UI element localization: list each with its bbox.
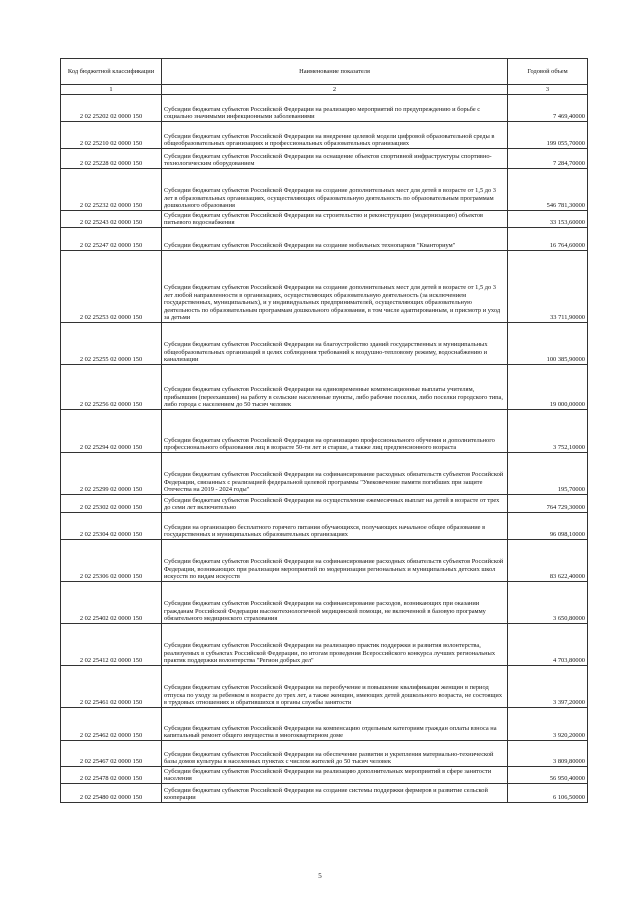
cell-code: 2 02 25228 02 0000 150 <box>61 149 162 169</box>
table-body <box>61 95 588 803</box>
cell-code: 2 02 25302 02 0000 150 <box>61 495 162 513</box>
cell-volume: 3 752,10000 <box>508 410 588 453</box>
cell-volume: 3 650,80000 <box>508 582 588 624</box>
column-number-row <box>61 85 588 95</box>
cell-volume: 3 397,20000 <box>508 666 588 708</box>
table-row <box>61 666 588 708</box>
cell-code: 2 02 25255 02 0000 150 <box>61 323 162 365</box>
cell-volume: 33 153,60000 <box>508 211 588 228</box>
cell-name: Субсидии бюджетам субъектов Российской Федерации на создание системы поддержки фермеров и развитие сельской кооперации <box>162 784 508 803</box>
table-row <box>61 211 588 228</box>
cell-name: Субсидии бюджетам субъектов Российской Федерации на строительство и реконструкцию (модернизацию) объектов питьевого водоснабжения <box>162 211 508 228</box>
cell-volume: 19 000,00000 <box>508 365 588 410</box>
column-number: 2 <box>162 85 508 95</box>
table-row <box>61 323 588 365</box>
header-name: Наименование показателя <box>162 59 508 85</box>
cell-volume: 33 711,90000 <box>508 251 588 323</box>
page-number: 5 <box>318 872 322 880</box>
table-row <box>61 453 588 495</box>
cell-code: 2 02 25461 02 0000 150 <box>61 666 162 708</box>
cell-code: 2 02 25256 02 0000 150 <box>61 365 162 410</box>
cell-volume: 3 920,20000 <box>508 708 588 741</box>
cell-volume: 16 764,60000 <box>508 228 588 251</box>
cell-name: Субсидии бюджетам субъектов Российской Федерации на оснащение объектов спортивной инфраструктуры спортивно-технологическим оборудованием <box>162 149 508 169</box>
cell-volume: 7 284,70000 <box>508 149 588 169</box>
cell-volume: 195,70000 <box>508 453 588 495</box>
table-row <box>61 708 588 741</box>
cell-code: 2 02 25462 02 0000 150 <box>61 708 162 741</box>
table-row <box>61 741 588 767</box>
cell-code: 2 02 25243 02 0000 150 <box>61 211 162 228</box>
column-number: 1 <box>61 85 162 95</box>
cell-volume: 7 469,40000 <box>508 95 588 122</box>
cell-volume: 56 950,40000 <box>508 767 588 784</box>
table-row <box>61 540 588 582</box>
cell-name: Субсидии бюджетам субъектов Российской Федерации на реализацию практик поддержки и развития волонтерства, реализуемых в субъектах Российской Федерации, по итогам проведения Всероссийского конкурса лучших региональных практик поддержки волонтерства "Регион добрых дел" <box>162 624 508 666</box>
cell-name: Субсидии бюджетам субъектов Российской Федерации на софинансирование расходных обязательств субъектов Российской Федерации, возникающих при реализации мероприятий по модернизации региональных и муниципальных детских школ искусств по видам искусств <box>162 540 508 582</box>
cell-code: 2 02 25294 02 0000 150 <box>61 410 162 453</box>
cell-name: Субсидии бюджетам субъектов Российской Федерации на внедрение целевой модели цифровой образовательной среды в общеобразовательных организациях и профессиональных образовательных организациях <box>162 122 508 149</box>
cell-code: 2 02 25232 02 0000 150 <box>61 169 162 211</box>
table-row <box>61 251 588 323</box>
cell-volume: 96 098,10000 <box>508 513 588 540</box>
table-row <box>61 624 588 666</box>
cell-code: 2 02 25412 02 0000 150 <box>61 624 162 666</box>
cell-name: Субсидии бюджетам субъектов Российской Федерации на реализацию мероприятий по предупреждению и борьбе с социально значимыми инфекционными заболеваниями <box>162 95 508 122</box>
table-row <box>61 228 588 251</box>
table-row <box>61 95 588 122</box>
cell-code: 2 02 25299 02 0000 150 <box>61 453 162 495</box>
cell-name: Субсидии бюджетам субъектов Российской Федерации на единовременные компенсационные выплаты учителям, прибывшим (переехавшим) на работу в сельские населенные пункты, либо рабочие поселки, либо поселки городского типа, либо города с населением до 50 тысяч человек <box>162 365 508 410</box>
table-row <box>61 582 588 624</box>
cell-volume: 100 385,90000 <box>508 323 588 365</box>
cell-code: 2 02 25467 02 0000 150 <box>61 741 162 767</box>
cell-name: Субсидии бюджетам субъектов Российской Федерации на переобучение и повышение квалификации женщин в период отпуска по уходу за ребенком в возрасте до трех лет, а также женщин, имеющих детей дошкольного возраста, не состоящих в трудовых отношениях и обратившихся в органы службы занятости <box>162 666 508 708</box>
cell-name: Субсидии бюджетам субъектов Российской Федерации на реализацию дополнительных мероприятий в сфере занятости населения <box>162 767 508 784</box>
cell-volume: 3 809,80000 <box>508 741 588 767</box>
cell-volume: 83 622,40000 <box>508 540 588 582</box>
cell-name: Субсидии бюджетам субъектов Российской Федерации на софинансирование расходных обязательств субъектов Российской Федерации, связанных с реализацией федеральной целевой программы "Увековечение памяти погибших при защите Отечества на 2019 - 2024 годы" <box>162 453 508 495</box>
cell-name: Субсидии бюджетам субъектов Российской Федерации на создание дополнительных мест для детей в возрасте от 1,5 до 3 лет любой направленности в организациях, осуществляющих образовательную деятельность (за исключением государственных, муниципальных), и у индивидуальных предпринимателей, осуществляющих образовательную деятельность по образовательным программам дошкольного образования, в том числе адаптированным, и присмотр и уход за детьми <box>162 251 508 323</box>
cell-code: 2 02 25304 02 0000 150 <box>61 513 162 540</box>
cell-code: 2 02 25202 02 0000 150 <box>61 95 162 122</box>
header-row <box>61 59 588 85</box>
cell-volume: 4 703,80000 <box>508 624 588 666</box>
cell-name: Субсидии бюджетам субъектов Российской Федерации на благоустройство зданий государственных и муниципальных общеобразовательных организаций в целях соблюдения требований к воздушно-тепловому режиму, водоснабжению и канализации <box>162 323 508 365</box>
table-row <box>61 410 588 453</box>
cell-name: Субсидии бюджетам субъектов Российской Федерации на создание дополнительных мест для детей в возрасте от 1,5 до 3 лет в образовательных организациях, осуществляющих образовательную деятельность по образовательным программам дошкольного образования <box>162 169 508 211</box>
cell-volume: 6 106,50000 <box>508 784 588 803</box>
table-row <box>61 784 588 803</box>
cell-name: Субсидии бюджетам субъектов Российской Федерации на организацию профессионального обучения и дополнительного профессионального образования лиц в возрасте 50-ти лет и старше, а также лиц предпенсионного возраста <box>162 410 508 453</box>
table-row <box>61 365 588 410</box>
table-row <box>61 169 588 211</box>
cell-code: 2 02 25480 02 0000 150 <box>61 784 162 803</box>
cell-name: Субсидии бюджетам субъектов Российской Федерации на софинансирование расходов, возникающих при оказании гражданам Российской Федерации высокотехнологичной медицинской помощи, не включенной в базовую программу обязательного медицинского страхования <box>162 582 508 624</box>
document-page <box>60 58 587 803</box>
budget-table <box>60 58 588 803</box>
cell-volume: 199 055,70000 <box>508 122 588 149</box>
table-row <box>61 767 588 784</box>
cell-name: Субсидии бюджетам субъектов Российской Федерации на осуществление ежемесячных выплат на детей в возрасте от трех до семи лет включительно <box>162 495 508 513</box>
cell-code: 2 02 25306 02 0000 150 <box>61 540 162 582</box>
table-row <box>61 122 588 149</box>
cell-name: Субсидии бюджетам субъектов Российской Федерации на компенсацию отдельным категориям граждан оплаты взноса на капитальный ремонт общего имущества в многоквартирном доме <box>162 708 508 741</box>
cell-code: 2 02 25210 02 0000 150 <box>61 122 162 149</box>
table-row <box>61 149 588 169</box>
cell-name: Субсидии бюджетам субъектов Российской Федерации на обеспечение развития и укрепления материально-технической базы домов культуры в населенных пунктах с числом жителей до 50 тысяч человек <box>162 741 508 767</box>
table-row <box>61 495 588 513</box>
header-volume: Годовой объем <box>508 59 588 85</box>
column-number: 3 <box>508 85 588 95</box>
cell-code: 2 02 25253 02 0000 150 <box>61 251 162 323</box>
cell-name: Субсидии бюджетам субъектов Российской Федерации на создание мобильных технопарков "Кванториум" <box>162 228 508 251</box>
cell-name: Субсидии на организацию бесплатного горячего питания обучающихся, получающих начальное общее образование в государственных и муниципальных образовательных организациях <box>162 513 508 540</box>
header-code: Код бюджетной классификации <box>61 59 162 85</box>
cell-code: 2 02 25247 02 0000 150 <box>61 228 162 251</box>
table-row <box>61 513 588 540</box>
cell-volume: 764 729,30000 <box>508 495 588 513</box>
cell-volume: 546 781,30000 <box>508 169 588 211</box>
cell-code: 2 02 25402 02 0000 150 <box>61 582 162 624</box>
cell-code: 2 02 25478 02 0000 150 <box>61 767 162 784</box>
